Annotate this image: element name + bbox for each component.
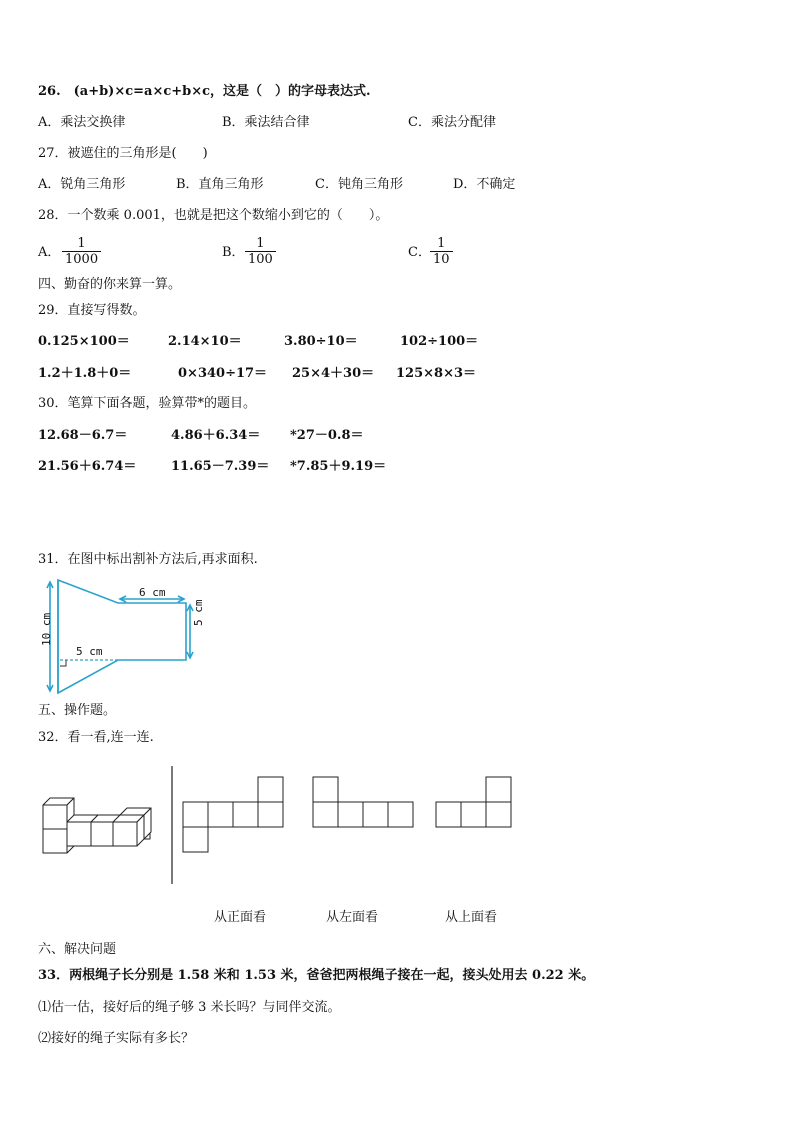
q29-item: 0.125×100＝: [38, 334, 130, 349]
q30-item: 21.56＋6.74＝: [38, 459, 137, 474]
q31-label-inner: 5 cm: [76, 645, 103, 658]
q31-label-top: 6 cm: [139, 586, 166, 599]
section-5-title: 五、操作题。: [38, 703, 117, 718]
q30-item: 12.68－6.7＝: [38, 428, 128, 443]
q30-stem: 30．笔算下面各题，验算带*的题目。: [38, 396, 257, 411]
fraction-denominator: 100: [248, 252, 273, 267]
q29-item: 102÷100＝: [400, 334, 479, 349]
q26-stem: 26. (a+b)×c=a×c+b×c，这是（ ）的字母表达式.: [38, 84, 371, 99]
q27-option-d: D．不确定: [453, 177, 516, 192]
q27-stem: 27．被遮住的三角形是( ): [38, 146, 208, 161]
section-4-title: 四、勤奋的你来算一算。: [38, 277, 182, 292]
q29-item: 3.80÷10＝: [284, 334, 358, 349]
q26-option-c: C．乘法分配律: [408, 115, 496, 130]
q29-item: 0×340÷17＝: [178, 366, 268, 381]
q30-item: 4.86＋6.34＝: [171, 428, 261, 443]
q26-option-a: A．乘法交换律: [38, 115, 126, 130]
fraction-denominator: 10: [433, 252, 450, 267]
q27-option-b: B．直角三角形: [176, 177, 264, 192]
q27-option-c: C．钝角三角形: [315, 177, 403, 192]
fraction-numerator: 1: [245, 236, 276, 252]
q29-item: 1.2＋1.8＋0＝: [38, 366, 132, 381]
q33-sub2: ⑵接好的绳子实际有多长？: [38, 1031, 195, 1046]
fraction-numerator: 1: [62, 236, 101, 252]
fraction-denominator: 1000: [65, 252, 99, 267]
view-label-front: 从正面看: [214, 910, 267, 925]
q30-item: *27－0.8＝: [290, 428, 364, 443]
section-6-title: 六、解决问题: [38, 942, 117, 957]
q29-item: 125×8×3＝: [396, 366, 477, 381]
view-figure-3: [436, 777, 511, 827]
q31-stem: 31．在图中标出割补方法后,再求面积.: [38, 552, 258, 567]
cube-stack-figure: [43, 798, 151, 853]
view-figure-1: [183, 777, 283, 852]
q28-stem: 28．一个数乘 0.001，也就是把这个数缩小到它的（ ）。: [38, 208, 389, 223]
view-label-top: 从上面看: [445, 910, 498, 925]
fraction-numerator: 1: [430, 236, 453, 252]
q28-option-b-label: B．: [222, 245, 245, 260]
view-figure-2: [313, 777, 413, 827]
q29-item: 2.14×10＝: [168, 334, 242, 349]
q31-label-right: 5 cm: [192, 599, 205, 626]
q28-option-c-label: C．: [408, 245, 431, 260]
q28-option-a-label: A．: [38, 245, 61, 260]
q30-item: *7.85＋9.19＝: [290, 459, 387, 474]
q30-item: 11.65－7.39＝: [171, 459, 270, 474]
q27-option-a: A．锐角三角形: [38, 177, 126, 192]
q33-stem: 33．两根绳子长分别是 1.58 米和 1.53 米，爸爸把两根绳子接在一起，接头处用去 0.22 米。: [38, 968, 595, 983]
view-label-left: 从左面看: [326, 910, 379, 925]
q31-label-left: 10 cm: [40, 612, 53, 646]
q32-stem: 32．看一看,连一连.: [38, 730, 154, 745]
q33-sub1: ⑴估一估，接好后的绳子够 3 米长吗？与同伴交流。: [38, 1000, 341, 1015]
q29-stem: 29．直接写得数。: [38, 303, 146, 318]
q29-item: 25×4＋30＝: [292, 366, 375, 381]
q26-option-b: B．乘法结合律: [222, 115, 310, 130]
